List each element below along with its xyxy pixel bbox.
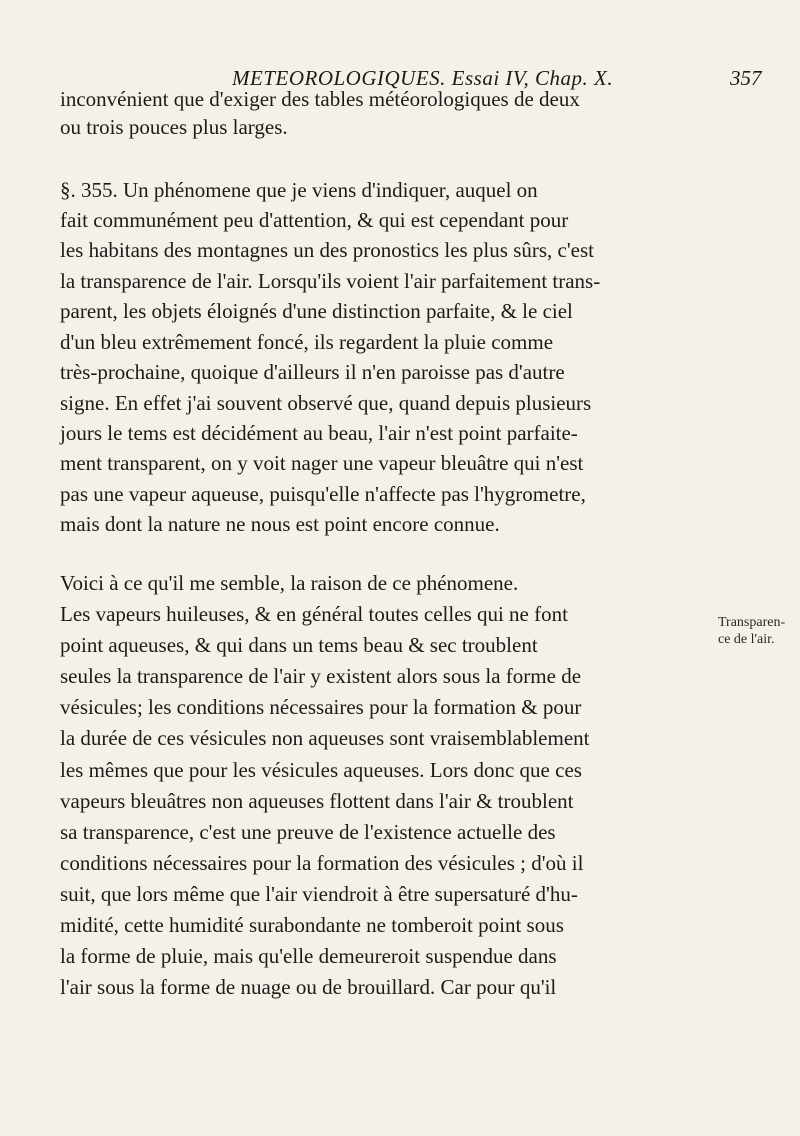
text-line: la durée de ces vésicules non aqueuses sont vraisemblablement — [60, 726, 590, 750]
text-line: signe. En effet j'ai souvent observé que, quand depuis plusieurs — [60, 391, 592, 415]
text-line: suit, que lors même que l'air viendroit à être supersaturé d'hu- — [60, 882, 578, 906]
text-line: seules la transparence de l'air y existent alors sous la forme de — [60, 664, 582, 688]
text-line: ment transparent, on y voit nager une vapeur bleuâtre qui n'est — [60, 451, 584, 475]
text-line: très-prochaine, quoique d'ailleurs il n'en paroisse pas d'autre — [60, 360, 565, 384]
margin-note-line: Transparen- — [718, 615, 786, 630]
text-line: point aqueuses, & qui dans un tems beau & sec troublent — [60, 633, 538, 657]
text-line: parent, les objets éloignés d'une distinction parfaite, & le ciel — [60, 299, 573, 323]
text-line: Voici à ce qu'il me semble, la raison de ce phénomene. — [60, 571, 519, 595]
margin-note — [718, 614, 800, 648]
text-line: la transparence de l'air. Lorsqu'ils voient l'air parfaitement trans- — [60, 269, 601, 293]
text-line: fait communément peu d'attention, & qui est cependant pour — [60, 208, 569, 232]
text-line: l'air sous la forme de nuage ou de brouillard. Car pour qu'il — [60, 975, 557, 999]
text-line: conditions nécessaires pour la formation des vésicules ; d'où il — [60, 851, 584, 875]
text-line: Les vapeurs huileuses, & en général toutes celles qui ne font — [60, 602, 568, 626]
text-line: pas une vapeur aqueuse, puisqu'elle n'affecte pas l'hygrometre, — [60, 482, 586, 506]
text-line: midité, cette humidité surabondante ne tomberoit point sous — [60, 913, 564, 937]
text-line: §. 355. Un phénomene que je viens d'indiquer, auquel on — [60, 178, 538, 202]
text-line: vésicules; les conditions nécessaires pour la formation & pour — [60, 695, 582, 719]
page-number: 357 — [730, 66, 762, 90]
margin-note-line: ce de l'air. — [718, 632, 775, 647]
text-line: la forme de pluie, mais qu'elle demeureroit suspendue dans — [60, 944, 557, 968]
text-line: jours le tems est décidément au beau, l'air n'est point parfaite- — [60, 421, 578, 445]
text-line: les habitans des montagnes un des pronostics les plus sûrs, c'est — [60, 238, 594, 262]
running-title: METEOROLOGIQUES. Essai IV, Chap. X. — [232, 66, 614, 90]
text-line: mais dont la nature ne nous est point encore connue. — [60, 512, 500, 536]
text-line: ou trois pouces plus larges. — [60, 115, 288, 139]
text-line: inconvénient que d'exiger des tables météorologiques de deux — [60, 87, 580, 111]
text-line: les mêmes que pour les vésicules aqueuses. Lors donc que ces — [60, 758, 582, 782]
text-line: vapeurs bleuâtres non aqueuses flottent dans l'air & troublent — [60, 789, 574, 813]
text-line: sa transparence, c'est une preuve de l'existence actuelle des — [60, 820, 556, 844]
text-line: d'un bleu extrêmement foncé, ils regardent la pluie comme — [60, 330, 554, 354]
